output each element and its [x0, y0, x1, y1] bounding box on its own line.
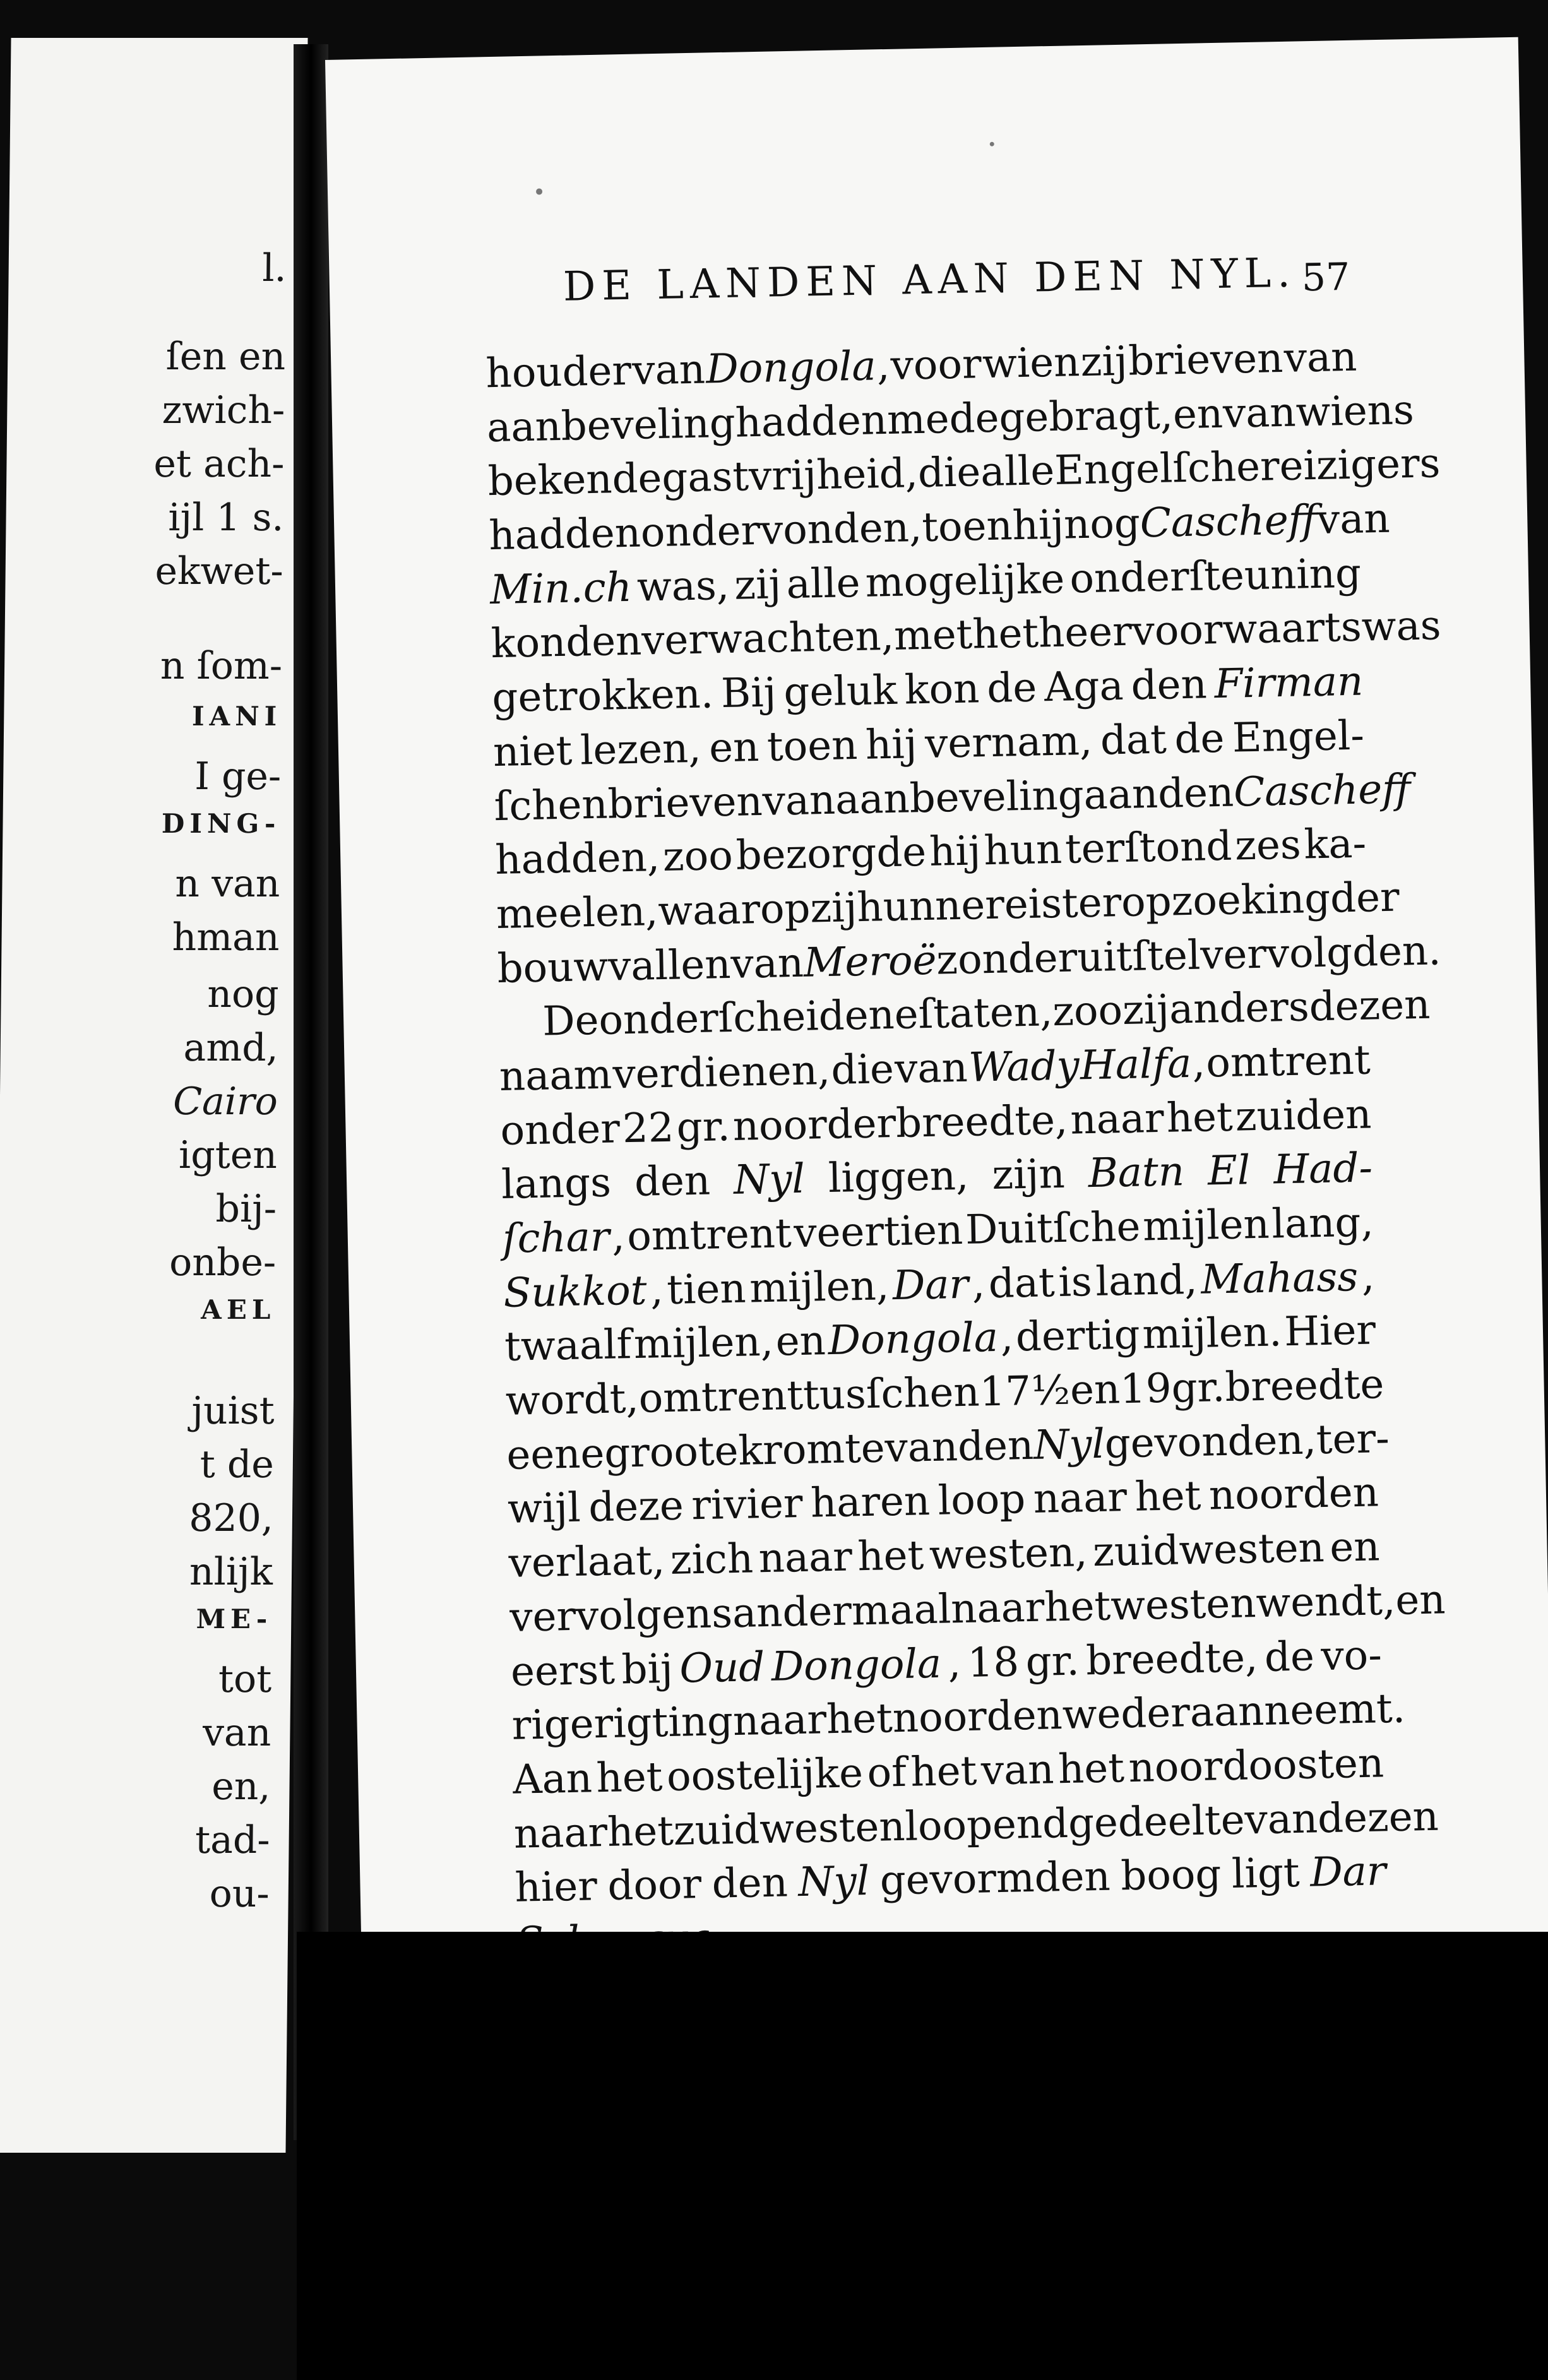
word: Dar [1309, 1848, 1387, 1896]
word: nog [1063, 500, 1141, 549]
book-page [325, 37, 1548, 1970]
word: medegebragt, [886, 391, 1174, 444]
word: dezen [1317, 1793, 1439, 1842]
word: , [947, 1639, 962, 1687]
word: van [980, 1746, 1055, 1795]
word: naar [1069, 1095, 1165, 1144]
word: mijlen [1142, 1201, 1270, 1251]
word: en [708, 723, 760, 772]
word: opzoeking [1121, 875, 1331, 926]
word: van [761, 776, 836, 825]
word: gr. [676, 1103, 731, 1151]
word: toen [766, 722, 859, 771]
word: dat [988, 1259, 1056, 1307]
word: rigting [593, 1698, 734, 1748]
word: gedeelte [1068, 1797, 1246, 1847]
word: Hier [1283, 1307, 1376, 1356]
previous-page-line: onbe- [169, 1241, 277, 1285]
word: bekende [487, 455, 663, 506]
word: zij [1122, 986, 1170, 1035]
word: vervolgens [509, 1590, 733, 1641]
word: het [857, 1532, 924, 1581]
word: wordt, [505, 1375, 640, 1425]
word: , [972, 1260, 985, 1308]
word: ka- [1303, 820, 1367, 869]
word: bij [621, 1645, 674, 1693]
word: Engel- [1232, 712, 1365, 762]
word: tien [666, 1265, 747, 1314]
word: onderſcheidene [598, 991, 919, 1045]
word: gevonden, [1104, 1417, 1317, 1468]
word: ligt [1231, 1850, 1301, 1898]
word: waarop [657, 885, 811, 935]
word: van [1244, 1795, 1318, 1844]
word: 22 [622, 1104, 675, 1152]
word: van [730, 939, 804, 988]
word: ſchar [502, 1213, 610, 1263]
word: Meroë [803, 937, 938, 987]
word: kon [904, 665, 980, 714]
word: aan [1083, 770, 1158, 819]
word: noorden [1208, 1469, 1379, 1520]
word: reis [984, 880, 1063, 929]
word: omtrent [638, 1372, 804, 1422]
word: twaalf [504, 1321, 632, 1371]
word: niet [492, 727, 573, 776]
word: hij [865, 721, 918, 769]
word: Dongola [771, 1640, 942, 1691]
previous-page-line: ou- [209, 1872, 270, 1916]
word: het [1044, 1583, 1111, 1631]
word: wiens [1295, 386, 1415, 436]
word: zuidwesten [1092, 1525, 1325, 1576]
word: van [1283, 333, 1358, 382]
word: alle [980, 448, 1055, 496]
word: kromte [737, 1425, 886, 1475]
word: meelen, [496, 888, 659, 938]
word: lezen, [580, 725, 702, 775]
previous-page-line: ekwet- [155, 549, 284, 593]
word: den [634, 1157, 711, 1206]
word: Dongola [828, 1314, 999, 1365]
previous-page-line: AEL [201, 1294, 276, 1325]
word: en [1172, 390, 1224, 439]
word: van [1222, 389, 1297, 437]
word: met [893, 611, 973, 660]
word: naam [499, 1051, 612, 1100]
word: onder [499, 1105, 621, 1155]
word: Duitſche [965, 1203, 1141, 1254]
word: de [986, 664, 1037, 713]
word: die [917, 449, 981, 497]
word: verdienen, [612, 1047, 831, 1098]
word: zijn [991, 1151, 1066, 1199]
word: loop [938, 1476, 1026, 1525]
word: konden [491, 617, 643, 668]
word: wendt, [1255, 1577, 1396, 1627]
word: Min.ch [489, 564, 633, 614]
word: aanbeveling [486, 400, 736, 451]
word: oostelijke [666, 1750, 864, 1800]
word: het [972, 610, 1039, 658]
word: van [631, 346, 706, 395]
word: vernam, [924, 717, 1093, 768]
previous-page-line: 820, [189, 1496, 274, 1540]
word: naar [513, 1809, 608, 1858]
word: mijlen, [749, 1262, 890, 1312]
previous-page-line: en, [211, 1764, 271, 1809]
word: westen [1110, 1580, 1257, 1630]
word: zuiden [1235, 1091, 1372, 1141]
word: den [1130, 661, 1208, 710]
word: zoo [662, 833, 734, 881]
word: mogelijke [865, 556, 1065, 607]
word: hier [514, 1863, 598, 1912]
word: verwachten, [641, 613, 895, 665]
word: Oud [679, 1643, 765, 1693]
word: anders [1169, 984, 1310, 1033]
word: hunne [856, 882, 985, 931]
word: toen [921, 503, 1013, 552]
word: groote [604, 1427, 739, 1477]
previous-page-line: hman [172, 915, 280, 960]
previous-page-line: ME- [196, 1604, 273, 1634]
word: rige [511, 1701, 595, 1749]
word: , [1361, 1253, 1375, 1300]
running-head: DE LANDEN AAN DEN NYL. [563, 249, 1297, 311]
word: hun [983, 826, 1063, 875]
word: zij [809, 884, 858, 932]
word: ter [1061, 879, 1122, 927]
word: brieven [1128, 335, 1284, 385]
word: of [866, 1749, 907, 1797]
word: Dar [892, 1261, 969, 1309]
word: zij [1080, 338, 1128, 386]
word: noorden [892, 1692, 1063, 1742]
word: heer [1038, 609, 1133, 657]
paper-speck [536, 188, 542, 194]
word: zich [670, 1535, 754, 1585]
word: het [595, 1754, 664, 1802]
word: veertien [793, 1206, 963, 1258]
word: El [1207, 1147, 1251, 1195]
word: het [826, 1695, 893, 1744]
word: vervolgden. [1200, 927, 1442, 979]
word: houder [485, 347, 632, 398]
word: hij [929, 828, 982, 876]
word: noorderbreedte, [732, 1097, 1068, 1150]
previous-page-line: n ſom- [160, 644, 283, 688]
word: was [1360, 602, 1442, 652]
word: hadden, [494, 834, 660, 884]
word: vo- [1320, 1631, 1383, 1680]
word: het [1166, 1093, 1234, 1142]
previous-page-line: ſen en [165, 335, 286, 379]
previous-page-line: et ach- [153, 442, 285, 486]
word: , [650, 1266, 664, 1314]
word: wien [982, 339, 1081, 388]
word: De [542, 997, 600, 1045]
word: door [607, 1861, 702, 1910]
word: Wady [968, 1042, 1080, 1092]
word: , [1191, 1040, 1206, 1087]
word: zonder [936, 934, 1078, 984]
previous-page-line: DING- [161, 808, 281, 839]
word: Halfa [1080, 1040, 1192, 1090]
word: zuidwesten [673, 1803, 906, 1855]
word: was, [636, 562, 730, 611]
word: andermaal [732, 1586, 951, 1637]
previous-page-line: igten [178, 1133, 278, 1177]
word: westen, [929, 1529, 1088, 1580]
previous-page-fragment [0, 38, 308, 2153]
word: en [1069, 1366, 1121, 1414]
word: Sukkot [503, 1267, 648, 1317]
word: ſchen [494, 781, 609, 830]
word: zij [734, 561, 782, 609]
word: terſtond [1064, 823, 1233, 873]
word: der [1330, 874, 1400, 922]
word: Dongola [705, 343, 877, 393]
word: Cascheff [1233, 765, 1412, 816]
word: de [1174, 715, 1225, 763]
previous-page-line: Cairo [172, 1080, 278, 1124]
word: 18 [967, 1638, 1020, 1687]
word: mijlen. [1141, 1309, 1283, 1359]
word: Nyl [797, 1858, 870, 1907]
word: Nyl [733, 1156, 806, 1205]
word: bouwvallen [496, 941, 732, 992]
previous-page-line: bij- [215, 1187, 277, 1231]
word: dertig [1015, 1311, 1141, 1361]
word: tusſchen [802, 1369, 980, 1419]
word: loopend [904, 1800, 1069, 1850]
word: is [1057, 1258, 1093, 1306]
word: 19 [1119, 1365, 1172, 1413]
previous-page-line: juist [191, 1389, 275, 1433]
previous-page-line: van [202, 1711, 271, 1755]
word: haren [810, 1478, 931, 1528]
word: de [1264, 1633, 1315, 1681]
word: naar [758, 1533, 853, 1583]
page-shadow [297, 1932, 1548, 2380]
word: het [1057, 1745, 1125, 1794]
previous-page-line: zwich- [162, 388, 285, 432]
previous-page-line: l. [262, 246, 287, 290]
word: Bij [720, 669, 777, 718]
word: Firman [1213, 658, 1364, 708]
word: weder [1062, 1689, 1191, 1739]
word: 17½ [979, 1367, 1071, 1416]
word: wijl [507, 1485, 581, 1533]
word: , [1000, 1314, 1014, 1362]
word: liggen, [828, 1153, 970, 1203]
word: Batn [1088, 1148, 1185, 1198]
word: het [607, 1807, 674, 1856]
word: Had- [1273, 1145, 1373, 1194]
word: Nyl [1033, 1420, 1105, 1469]
word: rivier [691, 1480, 804, 1530]
word: van [1316, 495, 1391, 544]
word: naar [1033, 1474, 1128, 1523]
word: onderſteuning [1069, 550, 1362, 603]
word: alle [785, 559, 861, 608]
word: Mahass [1200, 1253, 1359, 1304]
word: Cascheff [1140, 497, 1318, 547]
word: noordoosten [1128, 1740, 1384, 1792]
word: ſtaten, [917, 989, 1054, 1038]
previous-page-line: n van [175, 862, 280, 906]
word: ter- [1316, 1415, 1390, 1464]
word: gastvrijheid, [661, 450, 919, 503]
word: en [1395, 1576, 1446, 1624]
word: omtrent [1205, 1037, 1371, 1087]
word: mijlen, [633, 1319, 774, 1369]
word: Aan [512, 1755, 593, 1804]
word: geluk [783, 667, 898, 717]
word: getrokken. [491, 670, 714, 722]
paper-speck [990, 142, 994, 146]
previous-page-line: IANI [191, 701, 282, 732]
word: naar [732, 1696, 827, 1746]
word: ondervonden, [640, 504, 923, 557]
word: land, [1095, 1256, 1198, 1306]
word: den [1157, 769, 1234, 818]
word: en [1329, 1523, 1381, 1572]
word: lang, [1271, 1199, 1374, 1248]
previous-page-line: nlijk [189, 1550, 273, 1594]
word: den [711, 1859, 789, 1908]
body-text [485, 331, 1446, 1970]
word: aanbeveling [835, 771, 1085, 824]
word: voor [890, 341, 982, 390]
word: gr. [1025, 1638, 1080, 1686]
word: aanneemt. [1189, 1685, 1406, 1737]
word: eene [506, 1430, 605, 1479]
previous-page-line: amd, [183, 1026, 279, 1070]
previous-page-line: tot [218, 1657, 272, 1701]
word: hij [1011, 501, 1064, 550]
word: het [1134, 1473, 1202, 1521]
word: zes [1234, 821, 1302, 870]
word: deze [588, 1482, 684, 1532]
word: breedte, [1085, 1634, 1259, 1684]
previous-page-line: t de [199, 1443, 275, 1487]
word: omtrent [626, 1210, 792, 1261]
word: reizigers [1259, 440, 1441, 491]
word: Aga [1044, 663, 1124, 711]
word: hadden [734, 396, 888, 447]
word: en [775, 1318, 826, 1366]
word: naar [950, 1584, 1045, 1633]
previous-page-line: ijl 1 s. [168, 496, 284, 540]
word: gevormden [879, 1853, 1111, 1905]
word: hadden [488, 509, 641, 560]
word: den [957, 1422, 1034, 1470]
previous-page-line: tad- [194, 1818, 271, 1862]
word: verlaat, [508, 1537, 665, 1587]
word: van [894, 1044, 968, 1093]
word: zoo [1052, 987, 1123, 1036]
word: eerst [510, 1646, 616, 1696]
word: voorwaarts [1131, 604, 1362, 656]
word: langs [501, 1159, 612, 1209]
word: breedte [1224, 1361, 1384, 1412]
page-number: 57 [1301, 254, 1350, 300]
word: gr. [1170, 1364, 1226, 1412]
word: brieven [607, 778, 763, 828]
word: dat [1100, 716, 1167, 765]
word: , [611, 1213, 626, 1261]
word: , [876, 342, 891, 390]
word: bezorgde [735, 829, 927, 879]
previous-page-line: I ge- [194, 754, 282, 799]
word: die [830, 1045, 895, 1094]
word: Engelſche [1054, 444, 1261, 495]
book-gutter [294, 44, 328, 2140]
previous-page-line: nog [207, 972, 280, 1016]
word: dezen [1308, 981, 1431, 1031]
word: het [910, 1747, 977, 1796]
word: boog [1120, 1851, 1222, 1900]
word: uitſtel [1076, 932, 1201, 981]
word: van [884, 1423, 958, 1472]
